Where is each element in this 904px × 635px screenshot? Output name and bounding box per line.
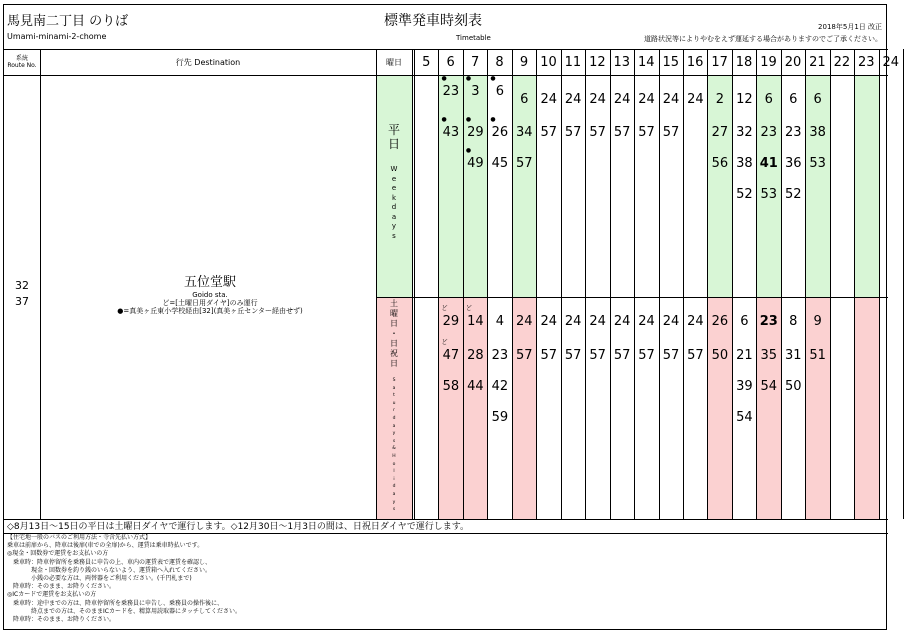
weekday-highlight-column (805, 75, 829, 297)
grid-line (536, 49, 537, 519)
holiday-label-en-char: r (393, 408, 395, 414)
weekday-departure-20-6: 6 (789, 92, 798, 107)
holiday-label-en-char: l (393, 469, 395, 475)
payment-line: 乗車時：途中までの方は、降車停留所を乗務員に申告し、乗務員の操作後に、 (7, 599, 224, 607)
weekday-departure-21-6: 6 (813, 92, 822, 107)
weekday-departure-11-24: 24 (564, 92, 582, 107)
grid-line (732, 49, 733, 519)
holiday-departure-6-47: 47 (442, 348, 460, 363)
weekday-departure-17-2: 2 (715, 92, 725, 107)
weekday-label-en-char: a (391, 212, 397, 221)
holiday-departure-8-23: 23 (491, 348, 509, 363)
weekday-departure-15-24: 24 (662, 92, 680, 107)
grid-line (585, 49, 586, 519)
weekday-departure-21-38: 38 (809, 125, 826, 140)
hour-header-18: 18 (735, 54, 753, 70)
holiday-departure-7-14: 14 (467, 314, 484, 329)
hour-header-21: 21 (809, 54, 826, 70)
route-header-en: Route No. (7, 62, 37, 69)
weekday-departure-18-38: 38 (736, 156, 753, 171)
holiday-schedule-note: ◇8月13日～15日の平日は土曜日ダイヤで運行します。◇12月30日～1月3日の間は、日祝日ダイヤで運行します。 (7, 522, 470, 532)
weekday-route-mark: ● (490, 75, 496, 82)
holiday-highlight-column (756, 297, 780, 519)
weekday-departure-19-23: 23 (760, 125, 778, 140)
grid-line (40, 49, 41, 519)
holiday-departure-19-23: 23 (759, 314, 778, 329)
hour-header-10: 10 (540, 54, 557, 70)
holiday-label-en-char: d (392, 484, 396, 490)
weekday-departure-20-23: 23 (784, 125, 802, 140)
grid-line (879, 49, 880, 519)
weekday-route-mark: ● (465, 147, 472, 154)
weekday-departure-16-24: 24 (687, 92, 704, 107)
holiday-departure-8-42: 42 (491, 379, 509, 394)
weekday-departure-9-57: 57 (516, 156, 533, 171)
weekday-highlight-column (438, 75, 462, 297)
hour-header-16: 16 (686, 54, 704, 70)
holiday-label-en-char: a (392, 423, 396, 429)
weekday-departure-12-57: 57 (589, 125, 606, 140)
holiday-highlight-column (463, 297, 487, 519)
holiday-departure-14-24: 24 (638, 314, 655, 329)
holiday-label-en-char: u (392, 400, 396, 406)
weekday-route-mark: ● (465, 116, 472, 123)
holiday-departure-7-44: 44 (467, 379, 484, 394)
holiday-route-mark: ど (465, 305, 472, 312)
weekday-departure-20-52: 52 (784, 187, 802, 202)
weekday-departure-8-26: 26 (491, 125, 509, 140)
page-title: 標準発車時刻表 (384, 13, 482, 29)
weekday-label-en-char: s (392, 231, 396, 240)
holiday-route-mark: ど (441, 305, 448, 312)
weekday-label-en-char: W (390, 165, 398, 173)
holiday-label-char: 祝 (390, 349, 398, 358)
holiday-label-en-char: y (392, 431, 396, 437)
grid-line (805, 49, 806, 519)
holiday-departure-15-24: 24 (662, 314, 680, 329)
weekday-departure-6-23: 23 (442, 84, 460, 99)
destination-name-en: Goido sta. (192, 291, 228, 299)
weekday-label-en-char: e (391, 184, 397, 192)
weekday-route-mark: ● (465, 75, 472, 82)
payment-line: ◎現金・回数券で運賃をお支払いの方 (7, 550, 109, 558)
holiday-label-char: 日 (390, 339, 398, 348)
payment-line: 乗車は前扉から、降車は後扉(車での全扉)から、運賃は乗車時払いです。 (7, 542, 204, 550)
weekday-departure-15-57: 57 (662, 125, 680, 140)
holiday-departure-18-21: 21 (736, 348, 753, 363)
weekday-departure-13-24: 24 (613, 92, 631, 107)
grid-line (412, 49, 413, 519)
day-header: 曜日 (386, 57, 402, 67)
hour-header-23: 23 (858, 54, 875, 70)
hour-header-12: 12 (589, 54, 606, 70)
saturday-only-note: ど=[土曜日用ダイヤ]のみ運行 (162, 299, 258, 307)
weekday-departure-9-6: 6 (520, 92, 529, 107)
weekday-departure-11-57: 57 (564, 125, 582, 140)
via-school-note: ●=真美ヶ丘東小学校経由[32](真美ヶ丘センター経由せず) (117, 307, 303, 315)
weekday-highlight-column (463, 75, 487, 297)
holiday-label-char: 曜 (390, 309, 398, 318)
weekday-departure-8-6: 6 (495, 84, 504, 99)
weekday-departure-8-45: 45 (491, 156, 509, 171)
delay-notice: 道路状況等によりやむをえず運延する場合がありますのでご了承ください。 (644, 35, 882, 43)
weekday-departure-19-53: 53 (760, 187, 778, 202)
holiday-label-en-char: a (392, 385, 396, 391)
grid-line (512, 49, 513, 519)
holiday-label-en-char: S (392, 378, 396, 383)
grid-line (830, 49, 831, 519)
holiday-departure-20-31: 31 (784, 348, 802, 363)
holiday-label-char: ・ (390, 329, 398, 338)
hour-header-22: 22 (833, 54, 851, 70)
holiday-departure-9-24: 24 (516, 314, 533, 329)
holiday-highlight-column (512, 297, 536, 519)
weekday-departure-7-49: 49 (467, 156, 484, 171)
weekday-departure-7-3: 3 (471, 84, 480, 99)
weekday-departure-18-12: 12 (736, 92, 753, 107)
weekday-departure-20-36: 36 (784, 156, 802, 171)
weekday-departure-17-56: 56 (711, 156, 729, 171)
page-title-en: Timetable (456, 34, 491, 42)
hour-header-13: 13 (613, 54, 631, 70)
holiday-label-char: 日 (390, 359, 398, 368)
payment-line: 乗車時：降車停留所を乗務員に申告の上、車内の運賃表で運賃を確認し、 (7, 558, 212, 566)
weekday-highlight-column (512, 75, 536, 297)
holiday-departure-18-54: 54 (736, 410, 753, 425)
grid-line (561, 49, 562, 519)
holiday-departure-17-50: 50 (711, 348, 729, 363)
grid-line (414, 49, 415, 519)
timetable-sheet (3, 4, 900, 630)
holiday-departure-20-50: 50 (784, 379, 802, 394)
holiday-departure-18-6: 6 (740, 314, 749, 329)
holiday-departure-10-24: 24 (540, 314, 558, 329)
weekday-label-en (376, 165, 412, 241)
grid-line (683, 49, 684, 519)
holiday-route-mark: ど (441, 339, 448, 346)
holiday-departure-10-57: 57 (540, 348, 558, 363)
holiday-departure-12-57: 57 (589, 348, 606, 363)
grid-line (376, 297, 888, 298)
holiday-label-en-char: H (392, 453, 396, 459)
holiday-departure-14-57: 57 (638, 348, 655, 363)
weekday-departure-17-27: 27 (711, 125, 729, 140)
hour-header-20: 20 (784, 54, 802, 70)
weekday-departure-12-24: 24 (589, 92, 606, 107)
holiday-label-char: 土 (390, 299, 398, 308)
hour-header-14: 14 (637, 54, 655, 70)
grid-line (634, 49, 635, 519)
holiday-departure-11-24: 24 (564, 314, 582, 329)
payment-line: 【住宅地一般のバスのご利用方法・寺含先払い方式】 (7, 534, 152, 541)
holiday-label-en-char: o (392, 461, 396, 467)
weekday-label-char: 平 (387, 123, 400, 137)
hour-header-7: 7 (470, 54, 480, 70)
weekday-departure-10-24: 24 (540, 92, 558, 107)
hour-header-17: 17 (711, 54, 728, 70)
revision-date: 2018年5月1日 改正 (818, 23, 882, 31)
grid-line (781, 49, 782, 519)
grid-line (659, 49, 660, 519)
hour-header-6: 6 (446, 54, 455, 70)
holiday-label-en-char: s (392, 438, 396, 444)
weekday-departure-7-29: 29 (467, 125, 484, 140)
holiday-departure-18-39: 39 (736, 379, 753, 394)
holiday-label-en-char: s (392, 507, 396, 513)
holiday-departure-7-28: 28 (467, 348, 484, 363)
holiday-departure-16-24: 24 (687, 314, 704, 329)
grid-line (707, 49, 708, 519)
holiday-departure-16-57: 57 (687, 348, 704, 363)
holiday-highlight-column (854, 297, 878, 519)
weekday-departure-14-57: 57 (638, 125, 655, 140)
weekday-departure-9-34: 34 (516, 125, 533, 140)
grid-line (487, 49, 488, 519)
weekday-label-en-char: d (391, 203, 397, 211)
grid-line (854, 49, 855, 519)
holiday-departure-8-59: 59 (491, 410, 509, 425)
payment-line: 小銭の必要な方は、両替器をご利用ください。(千円札まで) (7, 575, 192, 582)
destination-name: 五位堂駅 (183, 275, 236, 290)
holiday-departure-17-26: 26 (711, 314, 729, 329)
weekday-departure-14-24: 24 (638, 92, 655, 107)
weekday-departure-19-6: 6 (764, 92, 773, 107)
weekday-highlight-column (756, 75, 780, 297)
holiday-departure-13-57: 57 (613, 348, 631, 363)
weekday-departure-10-57: 57 (540, 125, 558, 140)
holiday-label-en (376, 377, 412, 514)
hour-header-15: 15 (662, 54, 679, 70)
route-number-32: 32 (15, 279, 29, 292)
hour-header-9: 9 (519, 54, 529, 70)
stop-name-en: Umami-minami-2-chome (7, 32, 107, 41)
holiday-departure-9-57: 57 (516, 348, 533, 363)
payment-line: 終点までの方は、そのままICカードを、精算用読取器にタッチしてください。 (7, 607, 241, 615)
weekday-route-mark: ● (490, 116, 496, 123)
holiday-departure-15-57: 57 (662, 348, 680, 363)
holiday-departure-21-9: 9 (813, 314, 822, 329)
holiday-label-en-char: & (392, 446, 396, 452)
holiday-departure-12-24: 24 (589, 314, 606, 329)
route-header-ja: 系統 (15, 55, 28, 62)
hour-header-19: 19 (760, 54, 777, 70)
grid-line (463, 49, 464, 519)
holiday-departure-8-4: 4 (495, 314, 504, 329)
holiday-highlight-column (438, 297, 462, 519)
stop-name: 馬見南二丁目 のりば (7, 14, 129, 29)
holiday-label-en-char: a (392, 491, 396, 497)
weekday-highlight-column (854, 75, 878, 297)
holiday-label-char: 日 (390, 319, 398, 328)
payment-line: 現金・回数券を釣り銭のいらないよう、運賃箱へ入れてください。 (7, 566, 212, 574)
weekday-route-mark: ● (441, 75, 447, 82)
grid-line (756, 49, 757, 519)
grid-line (438, 49, 439, 519)
holiday-label (376, 299, 412, 369)
weekday-highlight-column (707, 75, 731, 297)
holiday-highlight-column (805, 297, 829, 519)
weekday-departure-18-32: 32 (736, 125, 753, 140)
holiday-label-en-char: t (393, 393, 395, 399)
weekday-departure-21-53: 53 (809, 156, 826, 171)
holiday-label-en-char: y (392, 499, 396, 505)
hour-header-8: 8 (495, 54, 504, 70)
weekday-label-en-char: y (391, 222, 397, 230)
destination-header: 行先 Destination (175, 57, 241, 67)
weekday-route-mark: ● (441, 116, 447, 123)
hour-header-11: 11 (564, 54, 582, 70)
holiday-departure-20-8: 8 (789, 314, 798, 329)
grid-line (610, 49, 611, 519)
holiday-label-en-char: i (393, 476, 395, 482)
weekday-label (376, 123, 412, 151)
payment-line: 降車時：そのまま、お降りください。 (7, 583, 116, 591)
holiday-label-en-char: d (392, 415, 396, 421)
holiday-departure-13-24: 24 (613, 314, 631, 329)
holiday-highlight-column (707, 297, 731, 519)
weekday-departure-18-52: 52 (736, 187, 753, 202)
holiday-departure-6-58: 58 (442, 379, 460, 394)
weekday-departure-6-43: 43 (442, 125, 460, 140)
holiday-departure-19-35: 35 (760, 348, 778, 363)
holiday-departure-19-54: 54 (760, 379, 778, 394)
route-number-header (4, 49, 40, 75)
weekday-departure-13-57: 57 (613, 125, 631, 140)
weekday-label-char: 日 (387, 137, 400, 151)
holiday-departure-11-57: 57 (564, 348, 582, 363)
route-number-37: 37 (15, 295, 29, 308)
weekday-departure-19-41: 41 (759, 156, 778, 171)
weekday-label-en-char: k (391, 193, 397, 202)
hour-header-5: 5 (422, 54, 431, 70)
payment-line: 降車時：そのまま、お降りください。 (7, 616, 116, 623)
hour-header-24: 24 (882, 54, 900, 70)
weekday-label-en-char: e (391, 174, 397, 183)
holiday-departure-6-29: 29 (442, 314, 460, 329)
payment-line: ◎ICカードで運賃をお支払いの方 (7, 591, 97, 599)
holiday-departure-21-51: 51 (809, 348, 826, 363)
